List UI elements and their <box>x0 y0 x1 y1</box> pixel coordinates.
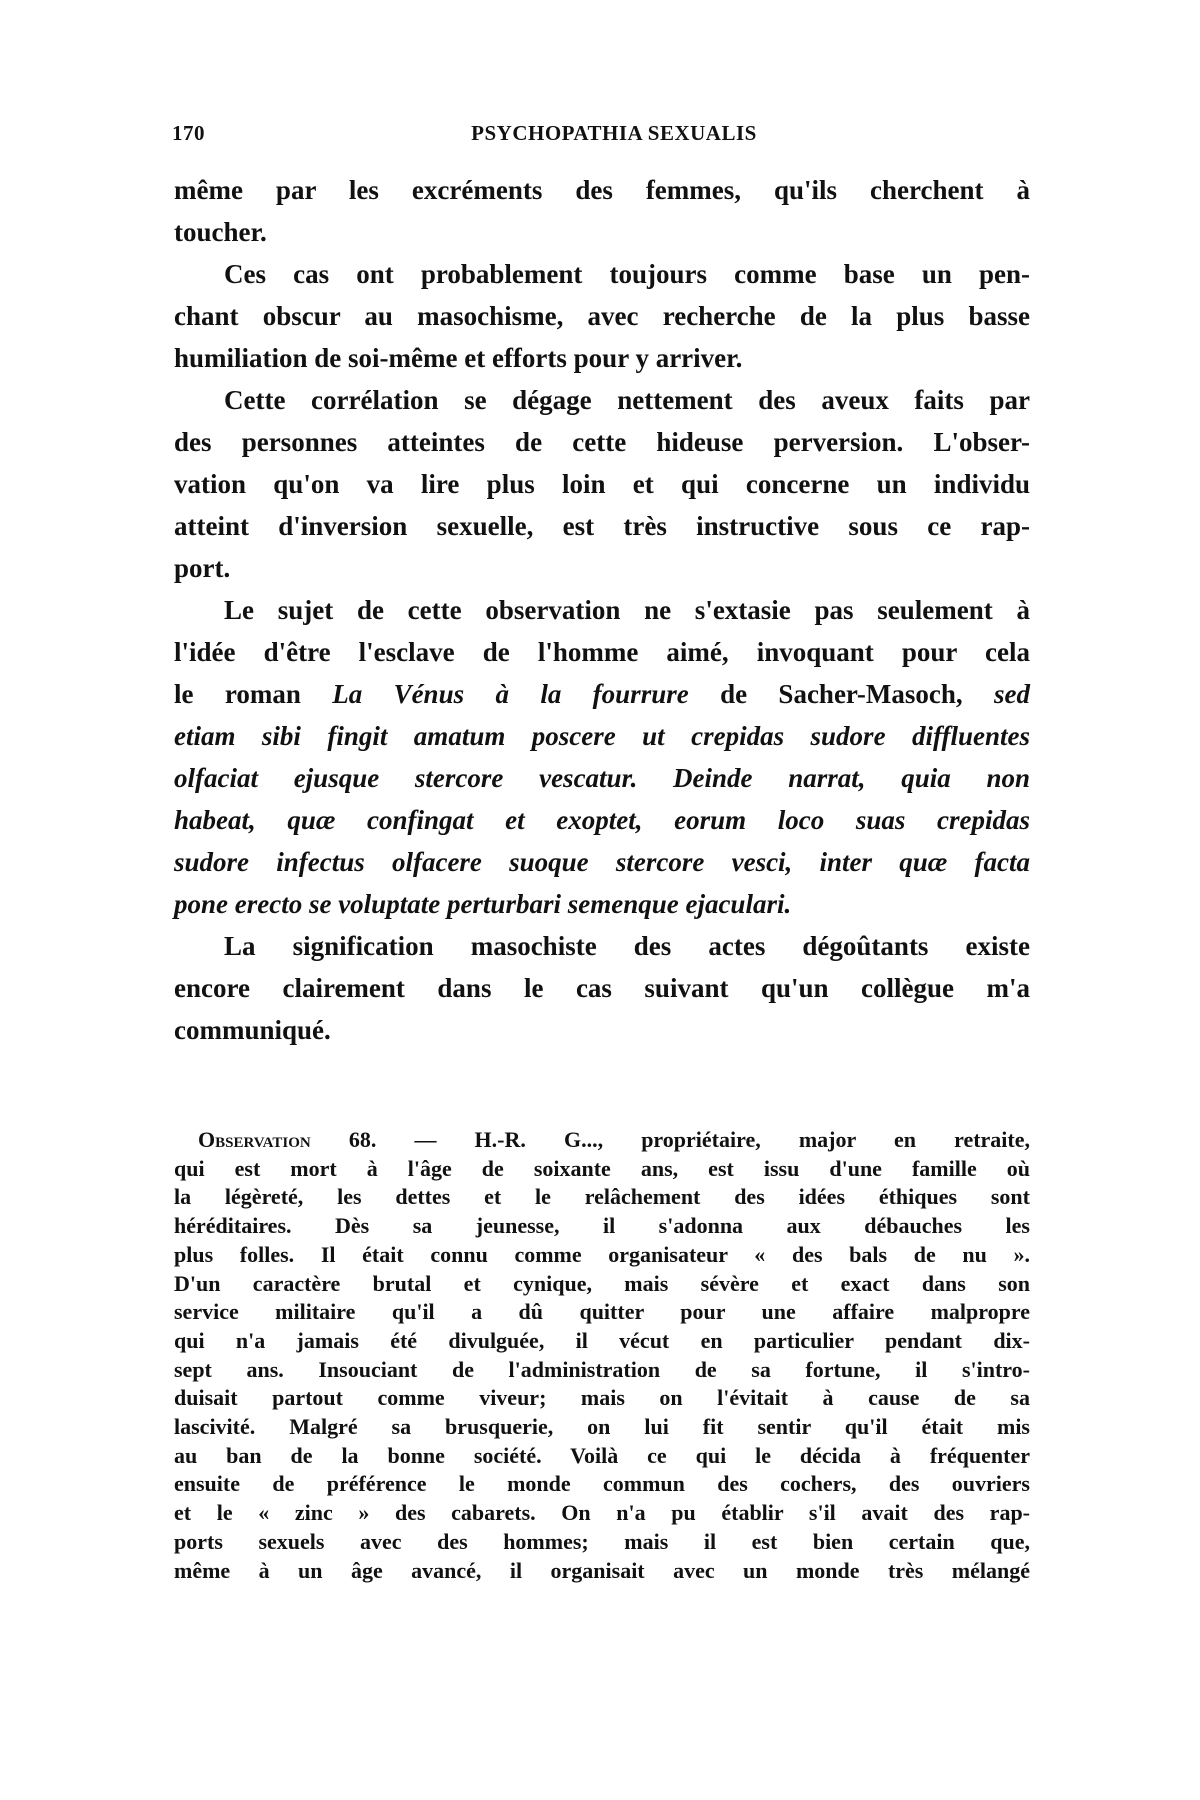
text-run: ports sexuels avec des hommes; mais il est bien certain que, <box>174 1528 1030 1554</box>
text-run: La signification masochiste des actes dégoûtants existe <box>224 931 1030 961</box>
text-run: chant obscur au masochisme, avec recherche de la plus basse <box>174 301 1030 331</box>
italic-text: pone erecto se voluptate perturbari semenque ejaculari. <box>174 889 792 919</box>
observation-line <box>174 1499 1030 1527</box>
text-run: plus folles. Il était connu comme organisateur « des bals de nu ». <box>174 1241 1030 1267</box>
text-run: encore clairement dans le cas suivant qu'un collègue m'a <box>174 973 1030 1003</box>
paragraph-line <box>174 508 1030 544</box>
text-run: ensuite de préférence le monde commun des cochers, des ouvriers <box>174 1471 1030 1497</box>
text-run: de Sacher-Masoch, <box>688 679 995 709</box>
paragraph-line <box>174 214 1030 250</box>
paragraph-line <box>174 424 1030 460</box>
observation-line <box>198 1126 1030 1154</box>
paragraph-line <box>174 1012 1030 1048</box>
observation-line <box>174 1298 1030 1326</box>
paragraph-line <box>174 844 1030 880</box>
observation-line <box>174 1528 1030 1556</box>
paragraph-line <box>174 676 1030 712</box>
observation-line <box>174 1155 1030 1183</box>
italic-text: sed <box>994 679 1031 709</box>
text-run: — H.-R. G..., propriétaire, major en retraite, <box>376 1127 1031 1152</box>
text-run: qui est mort à l'âge de soixante ans, est issu d'une famille où <box>174 1155 1030 1181</box>
text-run: sept ans. Insouciant de l'administration de sa fortune, il s'intro- <box>174 1356 1030 1382</box>
text-run: l'idée d'être l'esclave de l'homme aimé, invoquant pour cela <box>174 637 1030 667</box>
text-run: et le « zinc » des cabarets. On n'a pu établir s'il avait des rap- <box>174 1500 1030 1526</box>
paragraph-line <box>174 172 1030 208</box>
observation-line <box>174 1327 1030 1355</box>
running-title: PSYCHOPATHIA SEXUALIS <box>471 121 757 145</box>
paragraph-line <box>174 802 1030 838</box>
text-run: au ban de la bonne société. Voilà ce qui le décida à fréquenter <box>174 1442 1030 1468</box>
text-run: héréditaires. Dès sa jeunesse, il s'adonna aux débauches les <box>174 1213 1030 1239</box>
text-run: vation qu'on va lire plus loin et qui concerne un individu <box>174 469 1030 499</box>
paragraph-line <box>174 886 1030 922</box>
text-run: toucher. <box>174 217 267 247</box>
paragraph-line <box>174 718 1030 754</box>
observation-line <box>174 1356 1030 1384</box>
paragraph-line <box>174 634 1030 670</box>
italic-text: habeat, quæ confingat et exoptet, eorum loco suas crepidas <box>174 805 1030 835</box>
paragraph-line <box>174 466 1030 502</box>
observation-line <box>174 1270 1030 1298</box>
text-run: atteint d'inversion sexuelle, est très instructive sous ce rap- <box>174 511 1030 541</box>
observation-line <box>174 1413 1030 1441</box>
observation-line <box>174 1470 1030 1498</box>
italic-text: etiam sibi fingit amatum poscere ut crepidas sudore diffluentes <box>174 721 1030 751</box>
text-run: communiqué. <box>174 1015 331 1045</box>
paragraph-line <box>224 928 1030 964</box>
paragraph-line <box>174 760 1030 796</box>
paragraph-line <box>174 970 1030 1006</box>
text-run: la légèreté, les dettes et le relâchement des idées éthiques sont <box>174 1184 1030 1210</box>
text-run: le roman <box>174 679 333 709</box>
text-run: D'un caractère brutal et cynique, mais sévère et exact dans son <box>174 1270 1030 1296</box>
paragraph-line <box>174 298 1030 334</box>
paragraph-line <box>224 256 1030 292</box>
observation-label: Observation 68. <box>198 1127 377 1152</box>
text-run: service militaire qu'il a dû quitter pour une affaire malpropre <box>174 1299 1030 1325</box>
observation-line <box>174 1241 1030 1269</box>
observation-line <box>174 1212 1030 1240</box>
text-run: Cette corrélation se dégage nettement des aveux faits par <box>224 385 1030 415</box>
observation-line <box>174 1557 1030 1585</box>
text-run: des personnes atteintes de cette hideuse perversion. L'obser- <box>174 427 1030 457</box>
italic-text: La Vénus à la fourrure <box>332 679 689 709</box>
paragraph-line <box>224 382 1030 418</box>
page-number: 170 <box>172 121 205 145</box>
italic-text: olfaciat ejusque stercore vescatur. Deinde narrat, quia non <box>174 763 1030 793</box>
text-run: duisait partout comme viveur; mais on l'évitait à cause de sa <box>174 1385 1030 1411</box>
paragraph-line <box>174 340 1030 376</box>
paragraph-line <box>174 550 1030 586</box>
observation-line <box>174 1442 1030 1470</box>
text-run: même à un âge avancé, il organisait avec un monde très mélangé <box>174 1557 1030 1583</box>
text-run: Ces cas ont probablement toujours comme base un pen- <box>224 259 1030 289</box>
observation-line <box>174 1183 1030 1211</box>
observation-line <box>174 1384 1030 1412</box>
paragraph-line <box>224 592 1030 628</box>
text-run: humiliation de soi-même et efforts pour y arriver. <box>174 343 743 373</box>
text-run: qui n'a jamais été divulguée, il vécut en particulier pendant dix- <box>174 1327 1030 1353</box>
italic-text: sudore infectus olfacere suoque stercore vesci, inter quæ facta <box>174 847 1030 877</box>
text-run: lascivité. Malgré sa brusquerie, on lui fit sentir qu'il était mis <box>174 1414 1030 1439</box>
text-run: Le sujet de cette observation ne s'extasie pas seulement à <box>224 595 1030 625</box>
text-run: port. <box>174 553 231 583</box>
text-run: même par les excréments des femmes, qu'ils cherchent à <box>174 175 1030 205</box>
